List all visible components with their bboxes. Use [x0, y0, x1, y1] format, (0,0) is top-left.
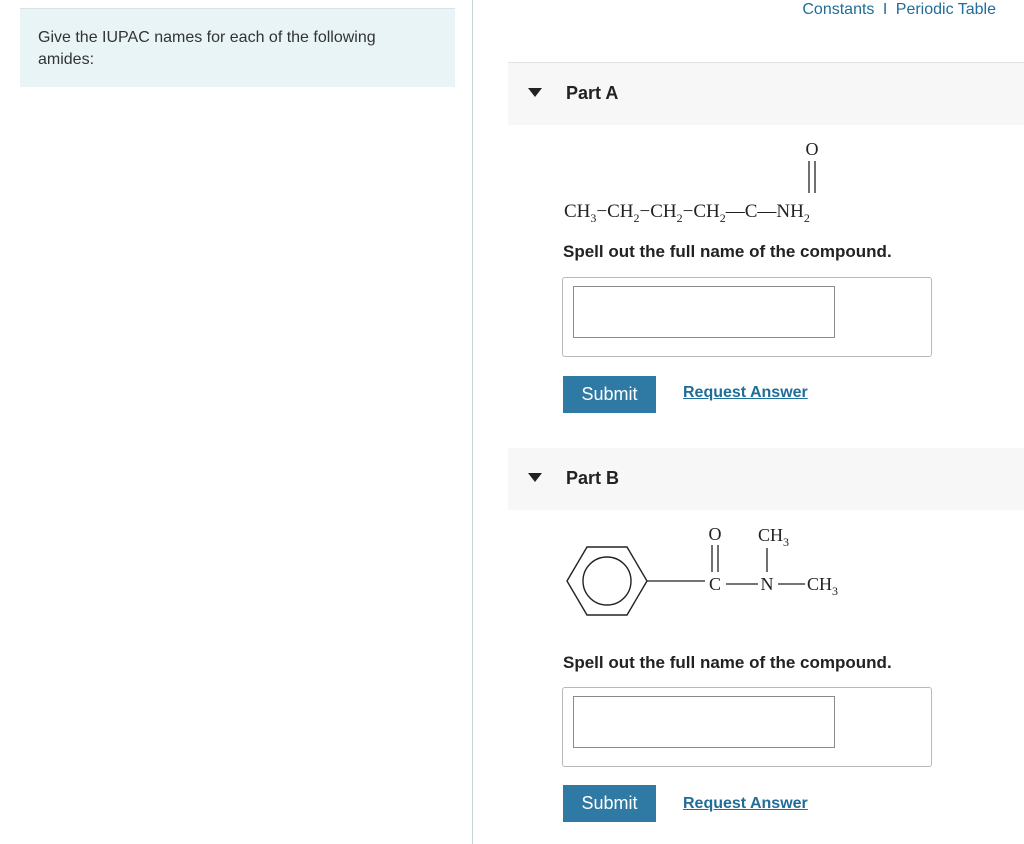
collapse-caret-icon[interactable] [528, 88, 542, 97]
carbonyl-oxygen-label: O [805, 139, 819, 159]
part-a-request-answer-link[interactable]: Request Answer [683, 384, 808, 401]
chain-subscript: 2 [633, 211, 640, 225]
chain-segment: −CH [596, 201, 634, 222]
chain-subscript: 2 [676, 211, 683, 225]
carbonyl-oxygen-label: O [708, 524, 722, 544]
part-a-structure [560, 135, 910, 230]
chain-subscript: 2 [803, 211, 810, 225]
part-a-chain [564, 201, 810, 225]
part-b-structure [560, 520, 860, 635]
part-a-answer-box [562, 277, 932, 357]
part-b-header[interactable] [508, 448, 1024, 510]
part-b-title: Part B [566, 468, 620, 488]
chain-segment: —C—NH [725, 201, 804, 222]
nitrogen-label: N [760, 574, 774, 594]
part-a-answer-input[interactable] [573, 286, 835, 338]
part-b-answer-input[interactable] [573, 696, 835, 748]
part-b-request-answer-link[interactable]: Request Answer [683, 795, 808, 812]
periodic-table-link[interactable]: Periodic Table [895, 1, 996, 18]
methyl-right-label: $CH_3$ [807, 574, 839, 598]
methyl-top-label: $CH_3$ [758, 525, 790, 549]
part-b-submit-button[interactable]: Submit [563, 785, 656, 822]
constants-link[interactable]: Constants [802, 1, 875, 18]
part-b-answer-box [562, 687, 932, 767]
chain-segment: −CH [639, 201, 677, 222]
link-separator: I [882, 1, 888, 18]
intro-panel [20, 8, 455, 87]
part-a-prompt: Spell out the full name of the compound. [563, 242, 892, 261]
carbonyl-carbon-label: C [708, 574, 722, 594]
part-b-prompt: Spell out the full name of the compound. [563, 653, 892, 672]
collapse-caret-icon[interactable] [528, 473, 542, 482]
benzene-aromatic-circle [583, 557, 631, 605]
part-a-title: Part A [566, 83, 619, 103]
panel-divider [472, 0, 473, 844]
top-links [802, 0, 996, 20]
chain-segment: CH [564, 201, 591, 222]
part-a-header[interactable] [508, 63, 1024, 125]
chain-segment: −CH [682, 201, 720, 222]
chain-subscript: 2 [719, 211, 726, 225]
chain-subscript: 3 [590, 211, 597, 225]
intro-text: Give the IUPAC names for each of the following amides: [38, 29, 376, 68]
part-a-submit-button[interactable]: Submit [563, 376, 656, 413]
